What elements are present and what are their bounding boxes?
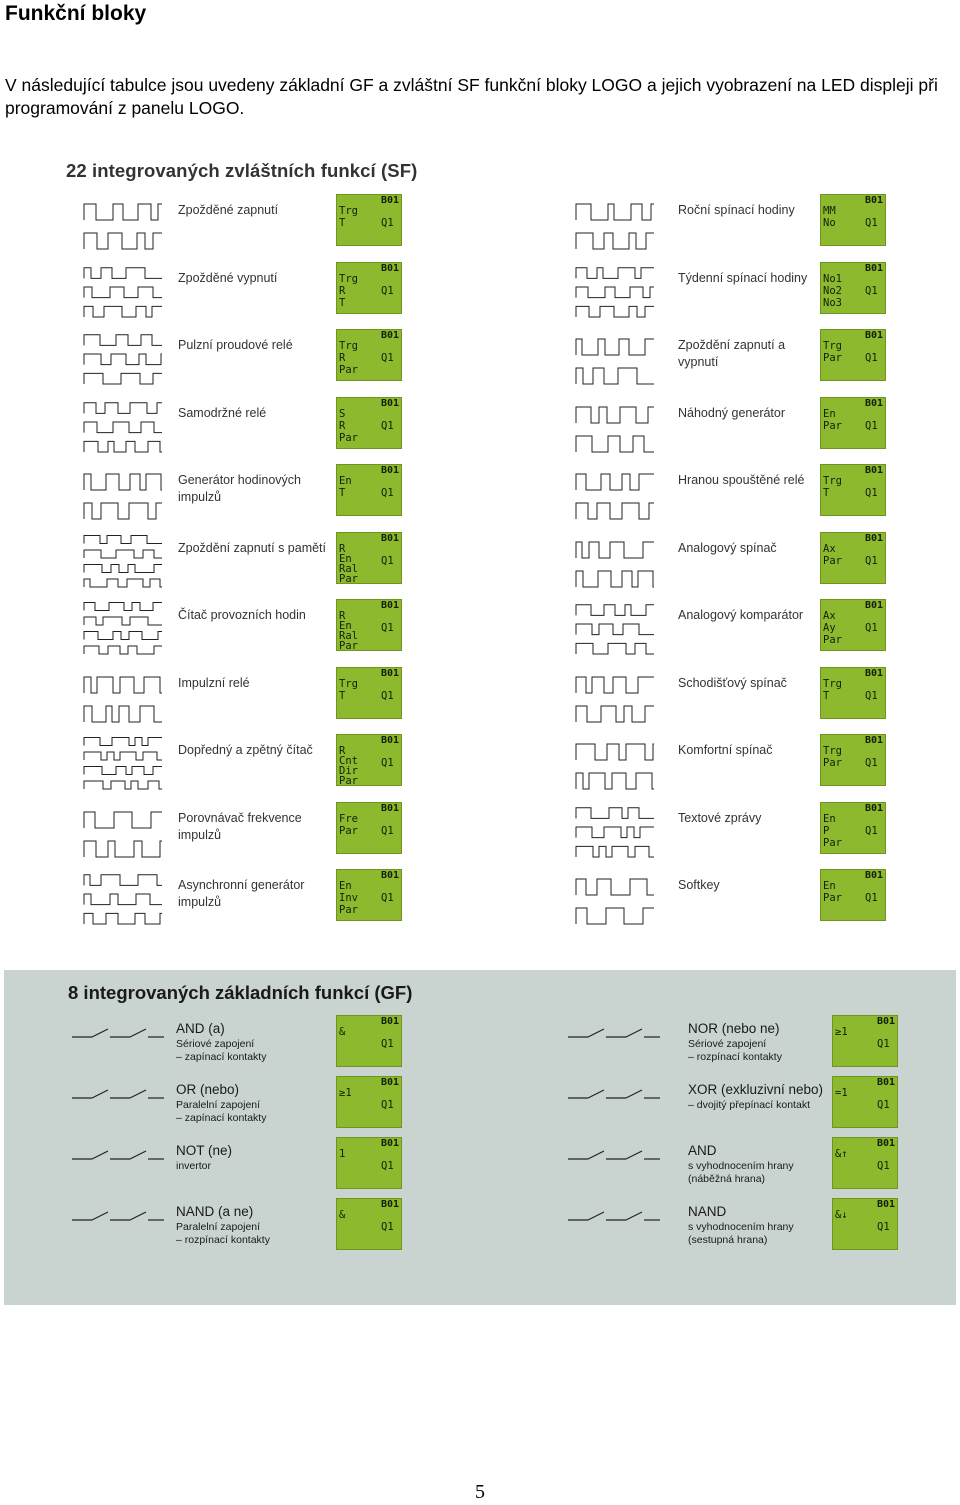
timing-diagram bbox=[558, 599, 660, 659]
lcd-display bbox=[336, 262, 402, 314]
lcd-input-label: Ral bbox=[339, 562, 358, 575]
lcd-block-number: B01 bbox=[876, 1199, 895, 1210]
lcd-input-label: Trg bbox=[823, 475, 842, 487]
contact-diagram bbox=[68, 1137, 168, 1193]
contact-diagram bbox=[564, 1198, 664, 1254]
lcd-input-label: T bbox=[339, 689, 346, 702]
lcd-input-label: 1 bbox=[339, 1148, 346, 1160]
sf-function-label: Zpoždění zapnutí a vypnutí bbox=[678, 338, 786, 369]
lcd-display bbox=[820, 397, 886, 449]
lcd-input-label: S bbox=[339, 407, 346, 420]
lcd-input-label: No bbox=[823, 217, 836, 229]
sf-function-label: Analogový komparátor bbox=[678, 608, 804, 622]
sf-function-entry bbox=[66, 734, 411, 794]
gf-function-description bbox=[688, 1160, 794, 1186]
lcd-output-label: Q1 bbox=[865, 757, 878, 769]
gf-function-name: NAND bbox=[688, 1204, 727, 1219]
lcd-input-label: Par bbox=[339, 431, 358, 444]
lcd-display bbox=[820, 329, 886, 381]
lcd-output-label: Q1 bbox=[381, 352, 394, 364]
gf-function-name: XOR (exkluzivní nebo) bbox=[688, 1082, 824, 1097]
gf-function-entry bbox=[68, 1198, 408, 1254]
lcd-output-label: Q1 bbox=[381, 757, 394, 769]
lcd-display bbox=[820, 599, 886, 651]
lcd-block-number: B01 bbox=[864, 195, 883, 206]
lcd-display bbox=[820, 667, 886, 719]
gf-function-entry bbox=[68, 1015, 408, 1071]
sf-function-label: Zpožděné zapnutí bbox=[178, 203, 279, 217]
lcd-input-label: &↓ bbox=[835, 1209, 848, 1221]
timing-diagram bbox=[558, 532, 660, 592]
gf-description-line: (náběžná hrana) bbox=[688, 1173, 766, 1185]
sf-function-entry bbox=[66, 802, 411, 862]
lcd-output-label: Q1 bbox=[865, 689, 878, 702]
sf-function-entry bbox=[558, 667, 903, 727]
sf-function-entry bbox=[558, 869, 903, 929]
lcd-block-number: B01 bbox=[380, 1138, 399, 1149]
gf-function-entry bbox=[564, 1137, 904, 1193]
lcd-input-label: Ay bbox=[823, 622, 836, 634]
lcd-input-label: R bbox=[339, 284, 346, 297]
lcd-output-label: Q1 bbox=[877, 1221, 890, 1233]
sf-function-entry bbox=[66, 667, 411, 727]
lcd-block-number: B01 bbox=[380, 1199, 399, 1210]
lcd-display bbox=[336, 464, 402, 516]
sf-function-entry bbox=[66, 869, 411, 929]
timing-diagram bbox=[558, 397, 660, 457]
lcd-input-label: R bbox=[339, 610, 346, 622]
lcd-input-label: Trg bbox=[823, 677, 842, 690]
sf-function-entry bbox=[66, 194, 411, 254]
lcd-input-label: No3 bbox=[823, 296, 842, 309]
lcd-input-label: En bbox=[339, 880, 352, 892]
gf-function-description bbox=[688, 1221, 794, 1247]
lcd-block-number: B01 bbox=[380, 802, 399, 814]
lcd-input-label: R bbox=[339, 745, 346, 757]
lcd-input-label: Ax bbox=[823, 610, 836, 622]
sf-function-entry bbox=[558, 262, 903, 322]
lcd-output-label: Q1 bbox=[877, 1099, 890, 1111]
lcd-input-label: Trg bbox=[823, 745, 842, 757]
lcd-block-number: B01 bbox=[864, 465, 883, 476]
timing-diagram bbox=[66, 262, 168, 322]
lcd-input-label: & bbox=[339, 1209, 346, 1221]
gf-function-name: NOT (ne) bbox=[176, 1143, 233, 1158]
lcd-output-label: Q1 bbox=[381, 217, 394, 229]
lcd-input-label: En bbox=[823, 812, 836, 825]
lcd-block-number: B01 bbox=[864, 330, 883, 341]
timing-diagram bbox=[558, 802, 660, 862]
gf-function-description bbox=[176, 1099, 266, 1125]
gf-function-description bbox=[176, 1038, 266, 1064]
sf-function-entry bbox=[66, 532, 411, 592]
lcd-input-label: Par bbox=[823, 892, 842, 904]
sf-function-label: Týdenní spínací hodiny bbox=[678, 270, 808, 285]
sf-table-title: 22 integrovaných zvláštních funkcí (SF) bbox=[66, 160, 418, 181]
lcd-input-label: Inv bbox=[339, 892, 358, 904]
lcd-display bbox=[820, 262, 886, 314]
gf-function-name: NOR (nebo ne) bbox=[688, 1021, 780, 1036]
gf-description-line: Paralelní zapojení bbox=[176, 1221, 261, 1233]
lcd-input-label: En bbox=[339, 552, 352, 565]
lcd-input-label: & bbox=[339, 1026, 346, 1038]
timing-diagram bbox=[66, 194, 168, 254]
sf-function-label: Zpoždění zapnutí s pamětí bbox=[178, 540, 327, 555]
lcd-output-label: Q1 bbox=[381, 1099, 394, 1111]
sf-function-entry bbox=[558, 194, 903, 254]
timing-diagram bbox=[66, 734, 168, 794]
sf-function-label: Pulzní proudové relé bbox=[178, 338, 293, 352]
timing-diagram bbox=[66, 329, 168, 389]
lcd-input-label: ≥1 bbox=[835, 1026, 848, 1038]
timing-diagram bbox=[558, 869, 660, 929]
lcd-display bbox=[336, 734, 402, 786]
timing-diagram bbox=[66, 397, 168, 457]
sf-function-label: Impulzní relé bbox=[178, 675, 250, 690]
lcd-input-label: Par bbox=[823, 419, 842, 432]
lcd-output-label: Q1 bbox=[865, 892, 878, 904]
lcd-block-number: B01 bbox=[864, 397, 883, 409]
lcd-input-label: En bbox=[339, 620, 352, 632]
lcd-input-label: En bbox=[823, 407, 836, 420]
gf-description-line: (sestupná hrana) bbox=[688, 1234, 768, 1246]
lcd-block-number: B01 bbox=[864, 802, 883, 814]
sf-function-entry bbox=[558, 532, 903, 592]
gf-function-description bbox=[176, 1221, 270, 1247]
sf-function-label: Dopředný a zpětný čítač bbox=[178, 743, 313, 757]
lcd-input-label: Par bbox=[823, 634, 842, 646]
lcd-input-label: No2 bbox=[823, 284, 842, 297]
lcd-block-number: B01 bbox=[864, 735, 883, 746]
sf-function-label: Náhodný generátor bbox=[678, 405, 786, 420]
timing-diagram bbox=[66, 869, 168, 929]
gf-function-entry bbox=[564, 1198, 904, 1254]
lcd-display-gf bbox=[832, 1076, 898, 1128]
sf-function-label: Softkey bbox=[678, 878, 720, 892]
sf-function-label: Čítač provozních hodin bbox=[178, 608, 306, 622]
timing-diagram bbox=[66, 667, 168, 727]
lcd-input-label: R bbox=[339, 352, 346, 364]
lcd-display bbox=[336, 532, 402, 584]
lcd-block-number: B01 bbox=[864, 870, 883, 881]
lcd-output-label: Q1 bbox=[865, 487, 878, 499]
lcd-output-label: Q1 bbox=[381, 284, 394, 297]
lcd-output-label: Q1 bbox=[381, 554, 394, 567]
sf-functions-table bbox=[58, 150, 908, 930]
lcd-display-gf bbox=[832, 1198, 898, 1250]
lcd-input-label: T bbox=[823, 487, 830, 499]
gf-functions-table bbox=[4, 970, 956, 1305]
lcd-output-label: Q1 bbox=[381, 892, 394, 904]
lcd-block-number: B01 bbox=[380, 1077, 399, 1088]
gf-description-line: Sériové zapojení bbox=[176, 1038, 255, 1050]
sf-function-entry bbox=[558, 464, 903, 524]
gf-function-name: OR (nebo) bbox=[176, 1082, 240, 1097]
sf-function-entry bbox=[558, 802, 903, 862]
lcd-input-label: Cnt bbox=[339, 755, 358, 767]
contact-diagram bbox=[68, 1198, 168, 1254]
sf-function-label: Komfortní spínač bbox=[678, 743, 773, 757]
page-heading: Funkční bloky bbox=[5, 2, 147, 25]
lcd-output-label: Q1 bbox=[381, 622, 394, 634]
lcd-input-label: R bbox=[339, 542, 346, 555]
lcd-block-number: B01 bbox=[876, 1077, 895, 1088]
gf-description-line: s vyhodnocením hrany bbox=[688, 1221, 794, 1233]
gf-description-line: – rozpínací kontakty bbox=[688, 1051, 782, 1063]
contact-diagram bbox=[564, 1076, 664, 1132]
lcd-block-number: B01 bbox=[876, 1138, 895, 1149]
lcd-output-label: Q1 bbox=[865, 824, 878, 837]
lcd-block-number: B01 bbox=[380, 330, 399, 341]
lcd-input-label: =1 bbox=[835, 1087, 848, 1099]
lcd-block-number: B01 bbox=[380, 735, 399, 746]
intro-paragraph: V následující tabulce jsou uvedeny základní GF a zvláštní SF funkční bloky LOGO a jejich vyobrazení na LED displeji při programování z panelu LOGO. bbox=[5, 75, 938, 118]
gf-table-title: 8 integrovaných základních funkcí (GF) bbox=[68, 982, 413, 1003]
lcd-input-label: Trg bbox=[339, 205, 358, 217]
gf-description-line: Sériové zapojení bbox=[688, 1038, 767, 1050]
lcd-output-label: Q1 bbox=[865, 284, 878, 297]
sf-function-label: Analogový spínač bbox=[678, 540, 777, 555]
lcd-block-number: B01 bbox=[876, 1016, 895, 1027]
gf-function-name: AND bbox=[688, 1143, 717, 1158]
lcd-display bbox=[336, 397, 402, 449]
lcd-display bbox=[820, 194, 886, 246]
sf-function-label: Roční spínací hodiny bbox=[678, 203, 795, 217]
lcd-input-label: Par bbox=[823, 757, 842, 769]
lcd-input-label: Fre bbox=[339, 812, 358, 825]
gf-function-entry bbox=[68, 1137, 408, 1193]
sf-function-label: Textové zprávy bbox=[678, 810, 762, 825]
gf-description-line: – zapínací kontakty bbox=[176, 1051, 267, 1063]
lcd-input-label: Dir bbox=[339, 765, 358, 777]
sf-function-entry bbox=[558, 599, 903, 659]
gf-description-line: – rozpínací kontakty bbox=[176, 1234, 270, 1246]
sf-function-label: Samodržné relé bbox=[178, 405, 267, 420]
sf-function-entry bbox=[66, 262, 411, 322]
timing-diagram bbox=[558, 734, 660, 794]
gf-function-description bbox=[176, 1160, 211, 1173]
gf-description-line: s vyhodnocením hrany bbox=[688, 1160, 794, 1172]
lcd-display bbox=[820, 802, 886, 854]
lcd-block-number: B01 bbox=[380, 262, 399, 274]
lcd-input-label: R bbox=[339, 419, 346, 432]
sf-function-label: Asynchronní generátor impulzů bbox=[178, 878, 305, 909]
sf-function-label: Porovnávač frekvence impulzů bbox=[178, 810, 302, 842]
lcd-output-label: Q1 bbox=[381, 487, 394, 499]
lcd-output-label: Q1 bbox=[865, 352, 878, 364]
lcd-output-label: Q1 bbox=[865, 622, 878, 634]
gf-function-entry bbox=[68, 1076, 408, 1132]
lcd-input-label: Trg bbox=[339, 677, 358, 690]
sf-function-label: Hranou spouštěné relé bbox=[678, 473, 805, 487]
timing-diagram bbox=[558, 667, 660, 727]
lcd-output-label: Q1 bbox=[381, 689, 394, 702]
contact-diagram bbox=[564, 1137, 664, 1193]
lcd-input-label: T bbox=[339, 487, 346, 499]
lcd-input-label: T bbox=[339, 296, 346, 309]
lcd-block-number: B01 bbox=[380, 600, 399, 611]
lcd-input-label: Trg bbox=[823, 340, 842, 352]
lcd-block-number: B01 bbox=[864, 600, 883, 611]
timing-diagram bbox=[558, 194, 660, 254]
lcd-output-label: Q1 bbox=[381, 1038, 394, 1050]
sf-function-entry bbox=[66, 397, 411, 457]
sf-function-entry bbox=[558, 329, 903, 389]
contact-diagram bbox=[68, 1015, 168, 1071]
timing-diagram bbox=[558, 262, 660, 322]
lcd-display bbox=[336, 802, 402, 854]
lcd-output-label: Q1 bbox=[381, 824, 394, 837]
lcd-input-label: T bbox=[823, 689, 830, 702]
timing-diagram bbox=[66, 599, 168, 659]
lcd-display bbox=[820, 734, 886, 786]
page-number: 5 bbox=[475, 1481, 485, 1503]
contact-diagram bbox=[564, 1015, 664, 1071]
gf-function-entry bbox=[564, 1076, 904, 1132]
lcd-input-label: Par bbox=[339, 904, 358, 916]
lcd-input-label: MM bbox=[823, 205, 836, 217]
lcd-display bbox=[336, 599, 402, 651]
gf-function-name: AND (a) bbox=[176, 1021, 225, 1036]
sf-function-label: Schodišťový spínač bbox=[678, 675, 787, 690]
lcd-block-number: B01 bbox=[380, 532, 399, 544]
gf-function-description bbox=[688, 1099, 810, 1112]
gf-description-line: – dvojitý přepínací kontakt bbox=[688, 1099, 810, 1111]
lcd-block-number: B01 bbox=[380, 465, 399, 476]
lcd-block-number: B01 bbox=[864, 262, 883, 274]
lcd-display-gf bbox=[336, 1076, 402, 1128]
lcd-input-label: Par bbox=[339, 364, 358, 376]
lcd-block-number: B01 bbox=[380, 1016, 399, 1027]
lcd-output-label: Q1 bbox=[381, 1160, 394, 1172]
lcd-output-label: Q1 bbox=[381, 419, 394, 432]
sf-function-entry bbox=[66, 329, 411, 389]
lcd-input-label: Trg bbox=[339, 340, 358, 352]
gf-function-entry bbox=[564, 1015, 904, 1071]
lcd-input-label: T bbox=[339, 217, 346, 229]
lcd-input-label: Par bbox=[339, 572, 358, 585]
lcd-display bbox=[820, 869, 886, 921]
sf-function-entry bbox=[66, 464, 411, 524]
lcd-input-label: Par bbox=[339, 775, 358, 787]
lcd-block-number: B01 bbox=[864, 532, 883, 544]
contact-diagram bbox=[68, 1076, 168, 1132]
lcd-display bbox=[336, 329, 402, 381]
sf-function-entry bbox=[558, 397, 903, 457]
lcd-output-label: Q1 bbox=[877, 1038, 890, 1050]
lcd-display bbox=[820, 464, 886, 516]
timing-diagram bbox=[66, 802, 168, 862]
lcd-display bbox=[336, 667, 402, 719]
lcd-input-label: Par bbox=[823, 836, 842, 849]
sf-function-entry bbox=[66, 599, 411, 659]
lcd-block-number: B01 bbox=[380, 870, 399, 881]
lcd-output-label: Q1 bbox=[865, 554, 878, 567]
lcd-output-label: Q1 bbox=[865, 419, 878, 432]
timing-diagram bbox=[66, 532, 168, 592]
lcd-input-label: En bbox=[339, 475, 352, 487]
gf-description-line: – zapínací kontakty bbox=[176, 1112, 267, 1124]
timing-diagram bbox=[558, 464, 660, 524]
lcd-input-label: En bbox=[823, 880, 836, 892]
lcd-input-label: &↑ bbox=[835, 1148, 848, 1160]
lcd-display-gf bbox=[336, 1198, 402, 1250]
lcd-display-gf bbox=[336, 1137, 402, 1189]
lcd-display bbox=[336, 869, 402, 921]
lcd-input-label: Ax bbox=[823, 542, 836, 555]
lcd-input-label: ≥1 bbox=[339, 1087, 352, 1099]
lcd-display bbox=[820, 532, 886, 584]
lcd-input-label: Ral bbox=[339, 630, 358, 642]
timing-diagram bbox=[66, 464, 168, 524]
gf-description-line: Paralelní zapojení bbox=[176, 1099, 261, 1111]
lcd-display bbox=[336, 194, 402, 246]
lcd-input-label: Par bbox=[823, 554, 842, 567]
sf-function-entry bbox=[558, 734, 903, 794]
lcd-display-gf bbox=[832, 1137, 898, 1189]
lcd-display-gf bbox=[832, 1015, 898, 1067]
lcd-input-label: P bbox=[823, 824, 830, 837]
lcd-block-number: B01 bbox=[864, 667, 883, 679]
lcd-block-number: B01 bbox=[380, 667, 399, 679]
lcd-block-number: B01 bbox=[380, 195, 399, 206]
gf-description-line: invertor bbox=[176, 1160, 212, 1172]
lcd-input-label: Trg bbox=[339, 272, 358, 285]
lcd-block-number: B01 bbox=[380, 397, 399, 409]
gf-function-name: NAND (a ne) bbox=[176, 1204, 254, 1219]
lcd-display-gf bbox=[336, 1015, 402, 1067]
lcd-input-label: Par bbox=[823, 352, 842, 364]
lcd-output-label: Q1 bbox=[877, 1160, 890, 1172]
lcd-input-label: Par bbox=[339, 640, 358, 652]
sf-function-label: Zpožděné vypnutí bbox=[178, 270, 278, 285]
gf-function-description bbox=[688, 1038, 782, 1064]
timing-diagram bbox=[558, 329, 660, 389]
lcd-input-label: No1 bbox=[823, 272, 842, 285]
lcd-input-label: Par bbox=[339, 824, 358, 837]
lcd-output-label: Q1 bbox=[381, 1221, 394, 1233]
sf-function-label: Generátor hodinových impulzů bbox=[178, 473, 301, 504]
lcd-output-label: Q1 bbox=[865, 217, 878, 229]
